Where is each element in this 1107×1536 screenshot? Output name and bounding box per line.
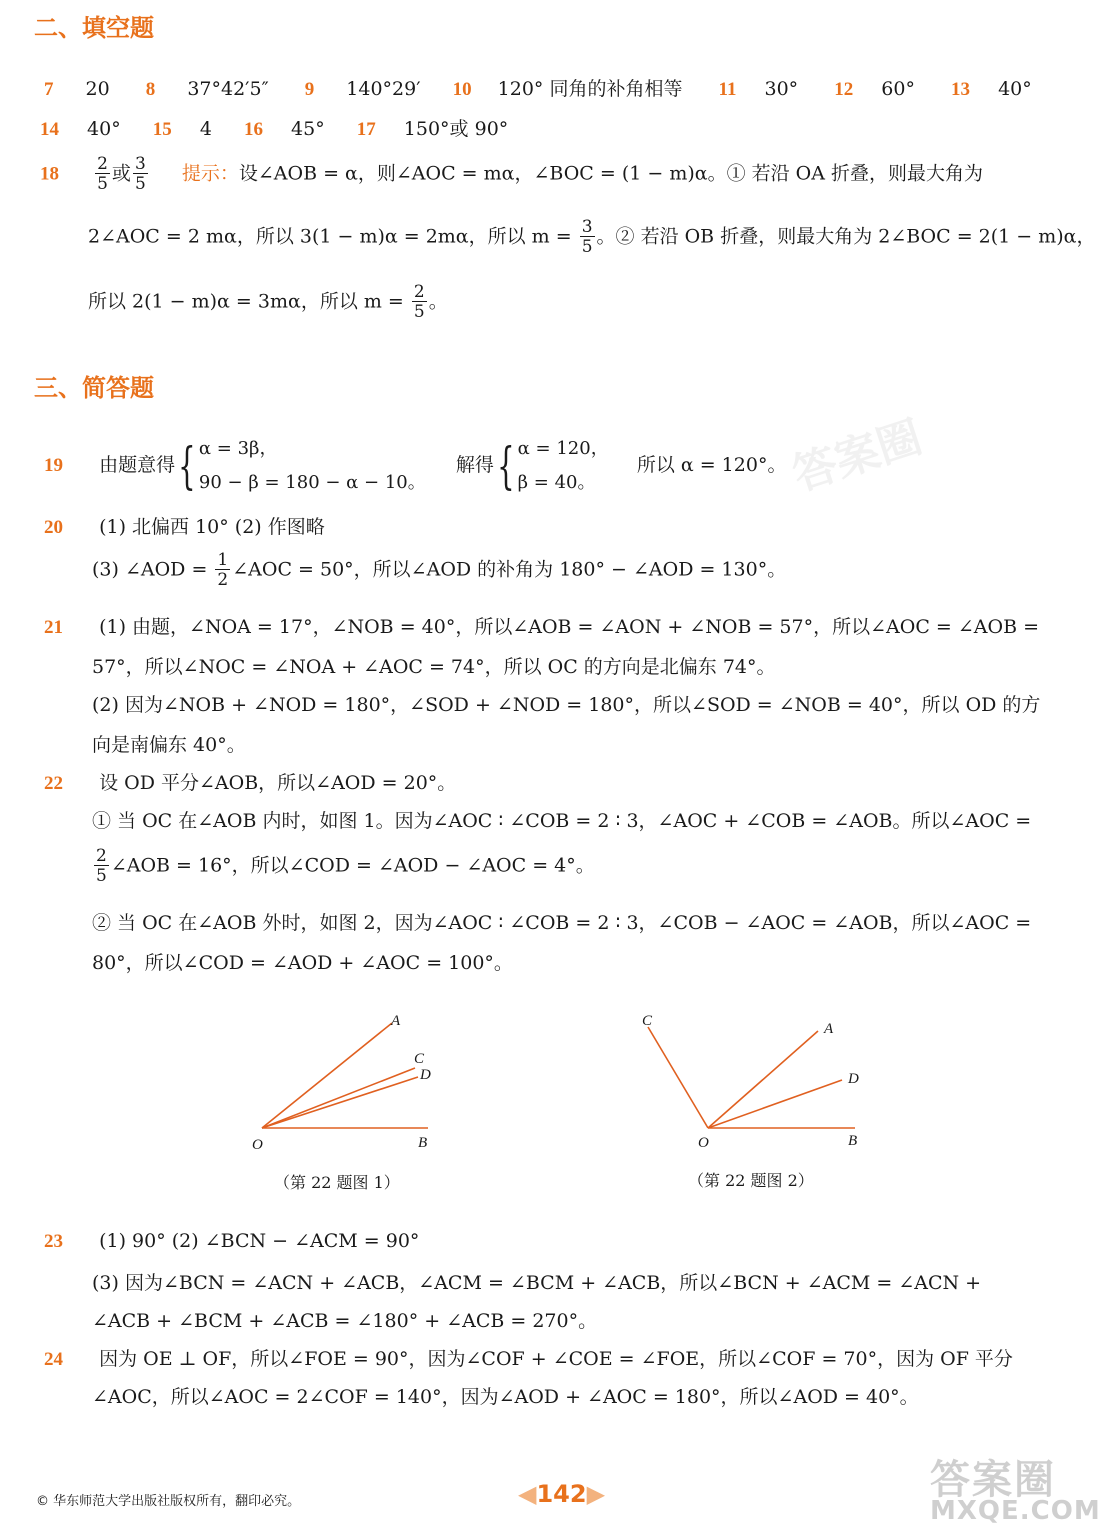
q20-line-2 xyxy=(92,552,786,589)
fig2-label-a: A xyxy=(824,1021,834,1037)
watermark-url: MXQE.COM xyxy=(930,1496,1101,1526)
faint-watermark-stamp: 答案圈 xyxy=(786,411,929,501)
q7-number: 7 xyxy=(44,79,54,100)
section-title-fill: 二、填空题 xyxy=(34,14,154,42)
q14-answer: 40° xyxy=(87,118,121,140)
q19-mid: 解得 xyxy=(455,454,494,477)
q21-text-1: (1) 由题，∠NOA = 17°，∠NOB = 40°，所以∠AOB = ∠AON + ∠NOB = 57°，所以∠AOC = ∠AOB = xyxy=(99,616,1040,638)
fill-row-1 xyxy=(44,74,1032,101)
page-arrow-left-icon: ◀ xyxy=(518,1480,537,1508)
figure-22-1 xyxy=(240,1005,460,1155)
q18-line-1 xyxy=(40,156,983,193)
q23-number: 23 xyxy=(44,1231,63,1252)
q22-number: 22 xyxy=(44,773,63,794)
q11-number: 11 xyxy=(718,79,737,100)
fig2-label-o: O xyxy=(698,1135,709,1151)
section-title-short: 三、简答题 xyxy=(34,374,154,402)
q18-text-3a: 所以 2(1 − m)α = 3mα，所以 m = xyxy=(88,290,404,313)
fig1-label-o: O xyxy=(252,1137,263,1153)
q22-text-1: 设 OD 平分∠AOB，所以∠AOD = 20°。 xyxy=(99,772,457,794)
q20-line-1 xyxy=(44,512,325,539)
fig1-label-c: C xyxy=(414,1051,425,1067)
q18-text-2a: 2∠AOC = 2 mα，所以 3(1 − m)α = 2mα，所以 m = xyxy=(88,225,572,248)
q8-answer: 37°42′5″ xyxy=(187,78,269,100)
q17-number: 17 xyxy=(356,119,376,140)
q13-answer: 40° xyxy=(998,78,1032,100)
q21-line-4: 向是南偏东 40°。 xyxy=(92,734,246,756)
fig1-label-b: B xyxy=(418,1135,428,1151)
q19-system-1: α = 3β， 90 − β = 180 − α − 10。 xyxy=(198,438,426,494)
q22-line-5: 80°，所以∠COD = ∠AOD + ∠AOC = 100°。 xyxy=(92,952,513,974)
q9-number: 9 xyxy=(304,79,315,100)
fig2-label-c: C xyxy=(642,1013,653,1029)
q19-tail: 所以 α = 120°。 xyxy=(636,454,787,477)
q22-line-1 xyxy=(44,768,456,795)
fill-row-2 xyxy=(40,114,508,141)
q24-line-1 xyxy=(44,1344,1013,1371)
q23-text-1: (1) 90° (2) ∠BCN − ∠ACM = 90° xyxy=(99,1230,420,1252)
q21-number: 21 xyxy=(44,617,63,638)
q18-fraction-1: $\frac{2}{5}$ xyxy=(97,154,108,194)
q19-system-2: α = 120， β = 40。 xyxy=(517,438,609,494)
watermark-logo: 答案圈 xyxy=(930,1457,1056,1503)
q16-number: 16 xyxy=(243,119,263,140)
q10-answer: 120° 同角的补角相等 xyxy=(497,78,683,100)
q18-line-3 xyxy=(88,284,448,321)
q22-text-3: ∠AOB = 16°，所以∠COD = ∠AOD − ∠AOC = 4°。 xyxy=(110,854,595,877)
q7-answer: 20 xyxy=(85,78,110,100)
q18-fraction-2: $\frac{3}{5}$ xyxy=(134,154,146,194)
q18-number: 18 xyxy=(40,163,59,185)
fig1-ray-od xyxy=(262,1077,418,1128)
q18-line-2 xyxy=(88,219,1096,256)
page-number xyxy=(518,1480,605,1508)
figure-22-2-caption: （第 22 题图 2） xyxy=(688,1171,814,1190)
q22-line-2: ① 当 OC 在∠AOB 内时，如图 1。因为∠AOC ∶ ∠COB = 2 ∶ 3，∠AOC + ∠COB = ∠AOB。所以∠AOC = xyxy=(92,810,1032,832)
fig2-ray-od xyxy=(708,1080,842,1128)
q19-line xyxy=(44,432,786,500)
fig2-label-b: B xyxy=(848,1133,858,1149)
q15-number: 15 xyxy=(152,119,172,140)
q20-fraction: $\frac{1}{2}$ xyxy=(217,550,229,590)
q15-answer: 4 xyxy=(199,118,212,140)
fig1-ray-oa xyxy=(262,1023,392,1128)
q19-number: 19 xyxy=(44,455,63,477)
q13-number: 13 xyxy=(951,79,971,100)
q24-number: 24 xyxy=(44,1349,63,1370)
q17-answer: 150°或 90° xyxy=(403,118,509,140)
fig1-label-d: D xyxy=(420,1067,431,1083)
q21-line-2: 57°，所以∠NOC = ∠NOA + ∠AOC = 74°，所以 OC 的方向是北偏东 74°。 xyxy=(92,656,776,678)
q8-number: 8 xyxy=(145,79,156,100)
q18-hint-label: 提示： xyxy=(181,162,239,185)
q10-number: 10 xyxy=(452,79,472,100)
figure-22-2 xyxy=(630,1005,870,1155)
q22-fraction: $\frac{2}{5}$ xyxy=(96,846,107,886)
fig2-label-d: D xyxy=(848,1071,859,1087)
q23-line-1 xyxy=(44,1230,419,1253)
page-number-value: 142 xyxy=(536,1480,587,1508)
q20-number: 20 xyxy=(44,517,63,538)
q20-text-1: (1) 北偏西 10° (2) 作图略 xyxy=(99,516,325,538)
q16-answer: 45° xyxy=(291,118,325,140)
q22-line-4: ② 当 OC 在∠AOB 外时，如图 2，因为∠AOC ∶ ∠COB = 2 ∶ 3，∠COB − ∠AOC = ∠AOB，所以∠AOC = xyxy=(92,912,1032,934)
q18-text-3b: 。 xyxy=(428,290,448,313)
q23-line-2: (3) 因为∠BCN = ∠ACN + ∠ACB，∠ACM = ∠BCM + ∠ACB，所以∠BCN + ∠ACM = ∠ACN + xyxy=(92,1272,982,1294)
q18-or: 或 xyxy=(111,162,131,185)
fig1-label-a: A xyxy=(391,1013,401,1029)
q14-number: 14 xyxy=(40,119,59,140)
q19-brace-2: { xyxy=(497,437,515,496)
q20-text-2a: (3) ∠AOD = xyxy=(92,558,208,581)
q12-answer: 60° xyxy=(881,78,915,100)
q18-text-1: 设∠AOB = α，则∠AOC = mα，∠BOC = (1 − m)α。① 若沿 OA 折叠，则最大角为 xyxy=(238,162,984,185)
q21-line-1 xyxy=(44,612,1039,639)
q11-answer: 30° xyxy=(764,78,799,100)
q19-brace-1: { xyxy=(178,437,196,496)
q18-text-2b: 。② 若沿 OB 折叠，则最大角为 2∠BOC = 2(1 − m)α， xyxy=(596,225,1096,248)
footer-copyright: © 华东师范大学出版社版权所有，翻印必究。 xyxy=(36,1494,301,1509)
q22-line-3 xyxy=(92,848,595,885)
q9-answer: 140°29′ xyxy=(346,78,421,100)
q20-text-2b: ∠AOC = 50°，所以∠AOD 的补角为 180° − ∠AOD = 130°。 xyxy=(232,558,787,581)
q21-line-3: (2) 因为∠NOB + ∠NOD = 180°，∠SOD + ∠NOD = 180°，所以∠SOD = ∠NOB = 40°，所以 OD 的方 xyxy=(92,694,1041,716)
fig2-ray-oa xyxy=(708,1031,818,1128)
q23-line-3: ∠ACB + ∠BCM + ∠ACB = ∠180° + ∠ACB = 270°。 xyxy=(92,1310,598,1332)
q19-lead: 由题意得 xyxy=(99,454,176,477)
q12-number: 12 xyxy=(834,79,854,100)
q24-line-2: ∠AOC，所以∠AOC = 2∠COF = 140°，因为∠AOD + ∠AOC = 180°，所以∠AOD = 40°。 xyxy=(92,1386,919,1408)
q18-fraction-4: $\frac{2}{5}$ xyxy=(413,282,425,322)
q18-fraction-3: $\frac{3}{5}$ xyxy=(581,217,593,257)
fig1-ray-oc xyxy=(262,1068,415,1128)
page-arrow-right-icon: ▶ xyxy=(586,1480,606,1508)
q24-text-1: 因为 OE ⊥ OF，所以∠FOE = 90°，因为∠COF + ∠COE = ∠FOE，所以∠COF = 70°，因为 OF 平分 xyxy=(99,1348,1013,1370)
fig2-ray-oc xyxy=(648,1027,708,1128)
figure-22-1-caption: （第 22 题图 1） xyxy=(274,1173,400,1192)
